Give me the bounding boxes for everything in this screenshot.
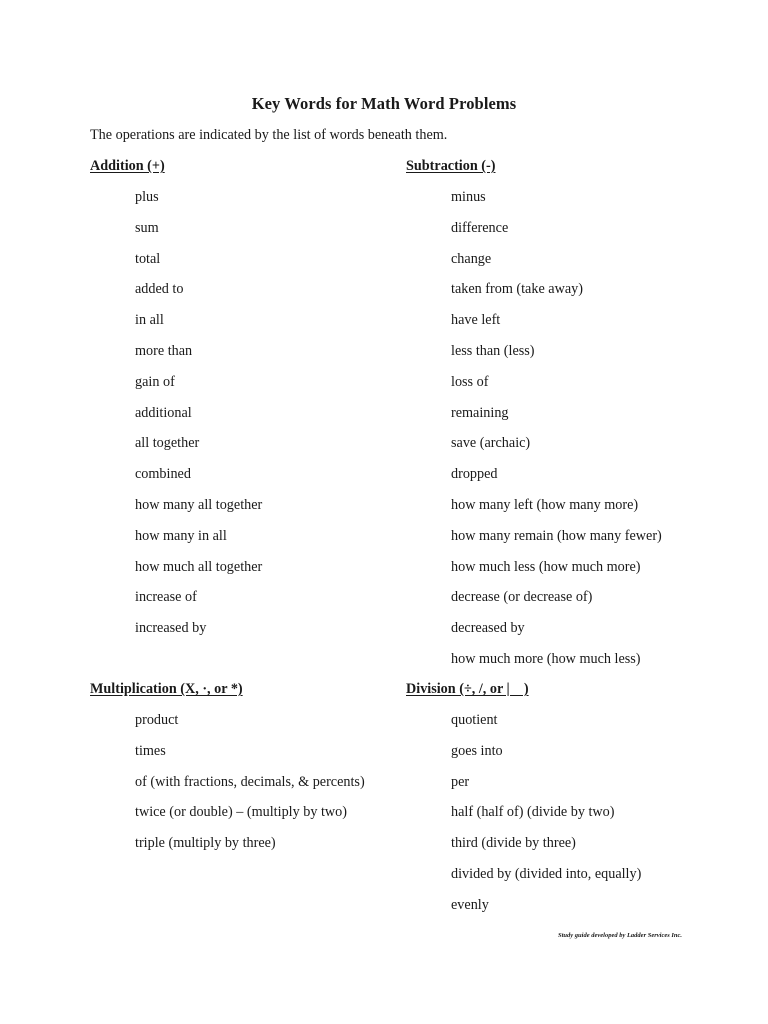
- addition-keyword-item: plus: [135, 189, 159, 205]
- addition-keyword-item: how much all together: [135, 558, 263, 575]
- subtraction-keyword-item: how much less (how much more): [451, 558, 641, 575]
- subtraction-keyword-item: minus: [451, 189, 486, 205]
- subtraction-keyword-item: dropped: [451, 466, 498, 483]
- subtraction-keyword-item: save (archaic): [451, 435, 531, 452]
- division-keyword-item: half (half of) (divide by two): [451, 804, 615, 821]
- addition-keyword-item: increase of: [135, 589, 197, 606]
- addition-keyword-item: how many in all: [135, 527, 227, 544]
- division-keyword-item: quotient: [451, 712, 498, 728]
- division-keyword-item: per: [451, 773, 470, 790]
- subtraction-keyword-item: change: [451, 250, 492, 267]
- division-list: [451, 711, 641, 927]
- addition-heading: Addition (+): [90, 158, 165, 174]
- addition-keyword-item: more than: [135, 342, 193, 359]
- addition-keyword-item: additional: [135, 404, 192, 421]
- subtraction-keyword-item: decreased by: [451, 620, 525, 637]
- addition-keyword-item: gain of: [135, 373, 175, 390]
- multiplication-keyword-item: twice (or double) – (multiply by two): [135, 804, 347, 821]
- subtraction-keyword-item: how many left (how many more): [451, 496, 639, 513]
- subtraction-keyword-item: how many remain (how many fewer): [451, 527, 662, 544]
- multiplication-keyword-item: times: [135, 742, 166, 759]
- subtraction-keyword-item: decrease (or decrease of): [451, 589, 593, 606]
- multiplication-heading: Multiplication (X, ·, or *): [90, 681, 243, 697]
- multiplication-keyword-item: product: [135, 712, 179, 728]
- division-heading: Division (÷, /, or | ): [406, 681, 529, 697]
- subtraction-keyword-item: difference: [451, 219, 509, 236]
- division-keyword-item: evenly: [451, 896, 489, 913]
- subtraction-keyword-item: taken from (take away): [451, 281, 583, 298]
- division-keyword-item: third (divide by three): [451, 835, 576, 852]
- division-keyword-item: divided by (divided into, equally): [451, 865, 642, 882]
- division-keyword-item: goes into: [451, 742, 503, 759]
- addition-keyword-item: all together: [135, 435, 200, 452]
- multiplication-keyword-item: triple (multiply by three): [135, 835, 276, 852]
- footer-credit: Study guide developed by Ladder Services Inc.: [558, 932, 683, 939]
- subtraction-keyword-item: remaining: [451, 404, 509, 421]
- addition-keyword-item: sum: [135, 219, 159, 236]
- subtraction-keyword-item: have left: [451, 312, 501, 329]
- multiplication-keyword-item: of (with fractions, decimals, & percents): [135, 773, 365, 790]
- addition-keyword-item: in all: [135, 312, 164, 329]
- addition-keyword-item: combined: [135, 466, 191, 483]
- subtraction-keyword-item: loss of: [451, 373, 489, 390]
- addition-list: [135, 188, 262, 650]
- multiplication-list: [135, 711, 365, 865]
- page-title: Key Words for Math Word Problems: [251, 94, 517, 113]
- subtraction-keyword-item: less than (less): [451, 342, 535, 359]
- addition-keyword-item: increased by: [135, 620, 207, 637]
- subtraction-list: [451, 188, 662, 681]
- intro-text: The operations are indicated by the list of words beneath them.: [90, 127, 448, 143]
- addition-keyword-item: total: [135, 250, 161, 267]
- addition-keyword-item: how many all together: [135, 496, 263, 513]
- subtraction-keyword-item: how much more (how much less): [451, 650, 641, 667]
- addition-keyword-item: added to: [135, 281, 184, 298]
- subtraction-heading: Subtraction (-): [406, 158, 496, 174]
